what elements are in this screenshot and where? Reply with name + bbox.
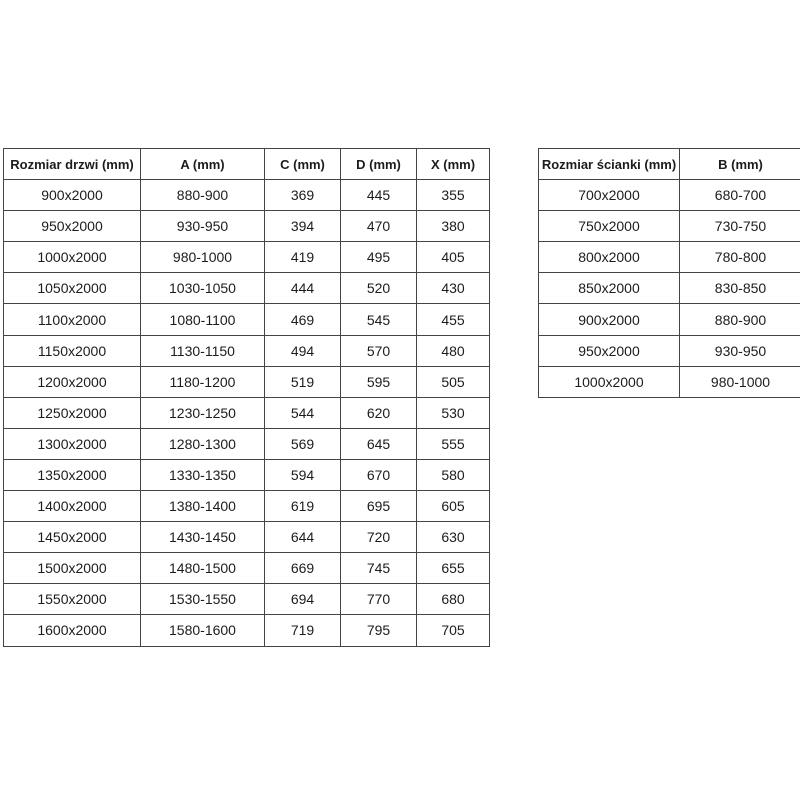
- table-cell: 369: [265, 180, 341, 211]
- wall-size-table: [538, 148, 800, 398]
- table-row: [4, 584, 490, 615]
- table-cell: 669: [265, 553, 341, 584]
- table-cell: 630: [417, 522, 490, 553]
- table-cell: 445: [341, 180, 417, 211]
- table-cell: 695: [341, 491, 417, 522]
- table-cell: 1530-1550: [141, 584, 265, 615]
- table-row: [4, 491, 490, 522]
- table-cell: 830-850: [680, 273, 800, 304]
- table-cell: 1130-1150: [141, 335, 265, 366]
- table-cell: 1430-1450: [141, 522, 265, 553]
- table-row: [539, 366, 800, 397]
- table-cell: 594: [265, 459, 341, 490]
- table-row: [539, 211, 800, 242]
- table-cell: 469: [265, 304, 341, 335]
- table-row: [539, 304, 800, 335]
- table-cell: 1330-1350: [141, 459, 265, 490]
- table-cell: 595: [341, 366, 417, 397]
- table-cell: 1580-1600: [141, 615, 265, 646]
- table-row: [4, 273, 490, 304]
- table-cell: 880-900: [141, 180, 265, 211]
- table-cell: 880-900: [680, 304, 800, 335]
- table-cell: 505: [417, 366, 490, 397]
- table-row: [4, 553, 490, 584]
- table-cell: 1180-1200: [141, 366, 265, 397]
- table-cell: 645: [341, 428, 417, 459]
- header-row: [4, 149, 490, 180]
- table-cell: 770: [341, 584, 417, 615]
- table-cell: 1550x2000: [4, 584, 141, 615]
- table-cell: 1500x2000: [4, 553, 141, 584]
- table-cell: 1230-1250: [141, 397, 265, 428]
- table-cell: 900x2000: [4, 180, 141, 211]
- table-cell: 700x2000: [539, 180, 680, 211]
- table-row: [4, 397, 490, 428]
- table-cell: 750x2000: [539, 211, 680, 242]
- table-cell: 1380-1400: [141, 491, 265, 522]
- table-cell: 644: [265, 522, 341, 553]
- table-cell: 1280-1300: [141, 428, 265, 459]
- table-cell: 455: [417, 304, 490, 335]
- table-cell: 930-950: [141, 211, 265, 242]
- table-cell: 1030-1050: [141, 273, 265, 304]
- table-row: [4, 335, 490, 366]
- table-cell: 1000x2000: [4, 242, 141, 273]
- table-row: [539, 242, 800, 273]
- table-cell: 619: [265, 491, 341, 522]
- table-row: [4, 459, 490, 490]
- table-row: [4, 366, 490, 397]
- table-cell: 719: [265, 615, 341, 646]
- table-cell: 800x2000: [539, 242, 680, 273]
- table-cell: 494: [265, 335, 341, 366]
- table-row: [539, 335, 800, 366]
- table-cell: 900x2000: [539, 304, 680, 335]
- table-cell: 530: [417, 397, 490, 428]
- table-cell: 519: [265, 366, 341, 397]
- table-cell: 495: [341, 242, 417, 273]
- table-row: [4, 428, 490, 459]
- table-cell: 1200x2000: [4, 366, 141, 397]
- table-cell: 1450x2000: [4, 522, 141, 553]
- table-cell: 930-950: [680, 335, 800, 366]
- table-row: [4, 304, 490, 335]
- table-cell: 1480-1500: [141, 553, 265, 584]
- table-row: [4, 522, 490, 553]
- table-cell: 1600x2000: [4, 615, 141, 646]
- table-cell: 1100x2000: [4, 304, 141, 335]
- column-header: Rozmiar drzwi (mm): [4, 149, 141, 180]
- table-cell: 670: [341, 459, 417, 490]
- table-cell: 405: [417, 242, 490, 273]
- table-row: [4, 211, 490, 242]
- table-cell: 480: [417, 335, 490, 366]
- table-cell: 980-1000: [141, 242, 265, 273]
- table-cell: 545: [341, 304, 417, 335]
- table-cell: 730-750: [680, 211, 800, 242]
- table-cell: 430: [417, 273, 490, 304]
- table-cell: 850x2000: [539, 273, 680, 304]
- column-header: B (mm): [680, 149, 800, 180]
- table-cell: 470: [341, 211, 417, 242]
- table-cell: 655: [417, 553, 490, 584]
- table-cell: 1350x2000: [4, 459, 141, 490]
- table-row: [539, 273, 800, 304]
- table-cell: 680-700: [680, 180, 800, 211]
- table-cell: 745: [341, 553, 417, 584]
- table-cell: 720: [341, 522, 417, 553]
- table-cell: 555: [417, 428, 490, 459]
- table-cell: 795: [341, 615, 417, 646]
- table-cell: 1150x2000: [4, 335, 141, 366]
- table-cell: 705: [417, 615, 490, 646]
- table-cell: 380: [417, 211, 490, 242]
- table-row: [539, 180, 800, 211]
- column-header: X (mm): [417, 149, 490, 180]
- column-header: D (mm): [341, 149, 417, 180]
- table-cell: 780-800: [680, 242, 800, 273]
- table-cell: 580: [417, 459, 490, 490]
- table-cell: 1300x2000: [4, 428, 141, 459]
- table-cell: 1400x2000: [4, 491, 141, 522]
- table-cell: 680: [417, 584, 490, 615]
- table-cell: 1050x2000: [4, 273, 141, 304]
- table-cell: 980-1000: [680, 366, 800, 397]
- column-header: Rozmiar ścianki (mm): [539, 149, 680, 180]
- table-cell: 950x2000: [539, 335, 680, 366]
- table-cell: 355: [417, 180, 490, 211]
- column-header: A (mm): [141, 149, 265, 180]
- table-row: [4, 180, 490, 211]
- table-cell: 605: [417, 491, 490, 522]
- table-cell: 444: [265, 273, 341, 304]
- table-cell: 1080-1100: [141, 304, 265, 335]
- table-cell: 520: [341, 273, 417, 304]
- door-size-table: [3, 148, 490, 647]
- table-cell: 620: [341, 397, 417, 428]
- table-cell: 570: [341, 335, 417, 366]
- table-cell: 394: [265, 211, 341, 242]
- table-cell: 1000x2000: [539, 366, 680, 397]
- table-row: [4, 615, 490, 646]
- table-cell: 419: [265, 242, 341, 273]
- table-row: [4, 242, 490, 273]
- column-header: C (mm): [265, 149, 341, 180]
- table-cell: 950x2000: [4, 211, 141, 242]
- table-cell: 694: [265, 584, 341, 615]
- table-cell: 569: [265, 428, 341, 459]
- header-row: [539, 149, 800, 180]
- table-cell: 1250x2000: [4, 397, 141, 428]
- table-cell: 544: [265, 397, 341, 428]
